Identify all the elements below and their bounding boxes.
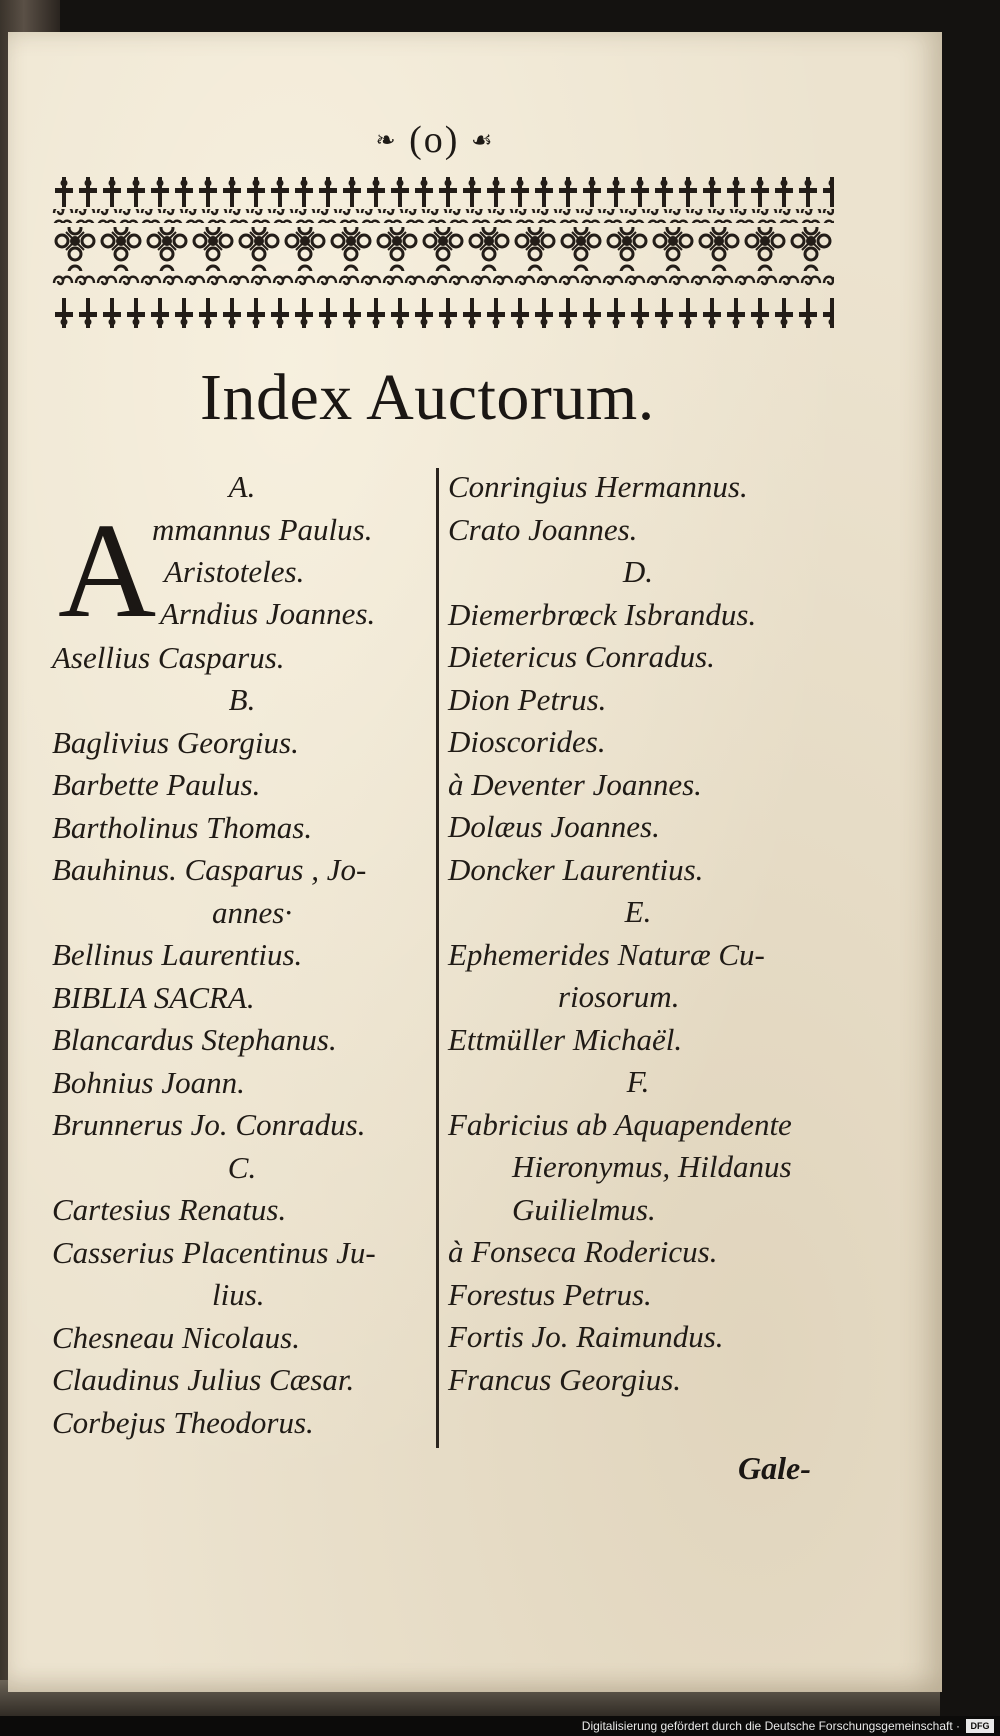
list-item: Bartholinus Thomas. (52, 809, 313, 845)
list-item: Fortis Jo. Raimundus. (448, 1319, 724, 1354)
list-item: Fabricius ab Aquapendente (448, 1106, 792, 1142)
list-item: Arndius Joannes. (160, 595, 376, 631)
letter-heading-a: A. (228, 469, 256, 504)
left-fleuron-icon: ❧ (375, 128, 398, 154)
list-item: Dolæus Joannes. (448, 809, 660, 844)
headpiece-flower-row (52, 227, 834, 271)
headpiece-upper-scroll (52, 209, 834, 223)
list-item: Bauhinus. Casparus , Jo- (52, 852, 367, 887)
list-item: Cartesius Renatus. (52, 1192, 287, 1227)
list-item: Forestus Petrus. (448, 1276, 652, 1312)
list-item: Bohnius Joann. (52, 1064, 245, 1100)
footer-credit: Digitalisierung gefördert durch die Deutsche Forschungsgemeinschaft · (581, 1719, 960, 1733)
list-item: Ephemerides Naturæ Cu- (448, 936, 765, 972)
letter-heading-c: C. (227, 1149, 257, 1185)
list-item: Blancardus Stephanus. (52, 1022, 337, 1057)
right-fleuron-icon: ☙ (470, 128, 495, 154)
list-item: Francus Georgius. (448, 1361, 682, 1397)
ornamental-headpiece (52, 175, 834, 330)
list-item-continuation: Guilielmus. (512, 1191, 656, 1227)
list-item-continuation: Hieronymus, Hildanus (512, 1149, 792, 1184)
list-item: Dioscorides. (448, 724, 606, 759)
list-item: Aristoteles. (164, 553, 305, 589)
dfg-logo-icon: DFG (966, 1719, 994, 1733)
list-item: Brunnerus Jo. Conradus. (52, 1107, 366, 1142)
list-item: Bellinus Laurentius. (52, 937, 303, 972)
dropcap-block (52, 495, 432, 646)
dropcap-letter: A (58, 495, 157, 646)
list-item: Chesneau Nicolaus. (52, 1319, 300, 1355)
letter-heading-e: E. (624, 894, 652, 929)
page-title: Index Auctorum. (200, 361, 655, 434)
page-number (330, 118, 540, 162)
column-rule (436, 468, 439, 1448)
headpiece-bottom-row (52, 296, 834, 330)
list-item-continuation: lius. (212, 1277, 265, 1312)
headpiece-lower-scroll (52, 275, 834, 289)
list-item: Casserius Placentinus Ju- (52, 1234, 376, 1270)
list-item: Dion Petrus. (448, 681, 607, 717)
list-item: Diemerbrœck Isbrandus. (448, 596, 757, 632)
list-item: Baglivius Georgius. (52, 724, 299, 760)
letter-heading-b: B. (228, 682, 256, 717)
right-column (448, 466, 828, 1401)
list-item: Corbejus Theodorus. (52, 1404, 314, 1440)
list-item: mmannus Paulus. (152, 511, 373, 547)
page-number-text: (o) (409, 119, 460, 161)
list-item: Conringius Hermannus. (448, 469, 748, 504)
catchword: Gale- (738, 1450, 811, 1486)
list-item: Ettmüller Michaël. (448, 1021, 683, 1057)
list-item: Asellius Casparus. (52, 639, 285, 675)
list-item-continuation: annes· (212, 894, 293, 930)
list-item: BIBLIA SACRA. (52, 979, 255, 1015)
list-item: Barbette Paulus. (52, 767, 261, 802)
list-item: à Deventer Joannes. (448, 766, 702, 802)
list-item-continuation: riosorum. (558, 979, 680, 1014)
list-item: à Fonseca Rodericus. (448, 1234, 718, 1269)
left-column (52, 466, 432, 1444)
list-item: Claudinus Julius Cæsar. (52, 1362, 355, 1397)
list-item: Doncker Laurentius. (448, 851, 704, 887)
list-item: Crato Joannes. (448, 511, 638, 547)
list-item: Dietericus Conradus. (448, 639, 715, 674)
headpiece-top-row (52, 175, 834, 209)
letter-heading-d: D. (622, 554, 654, 589)
letter-heading-f: F. (626, 1064, 650, 1099)
